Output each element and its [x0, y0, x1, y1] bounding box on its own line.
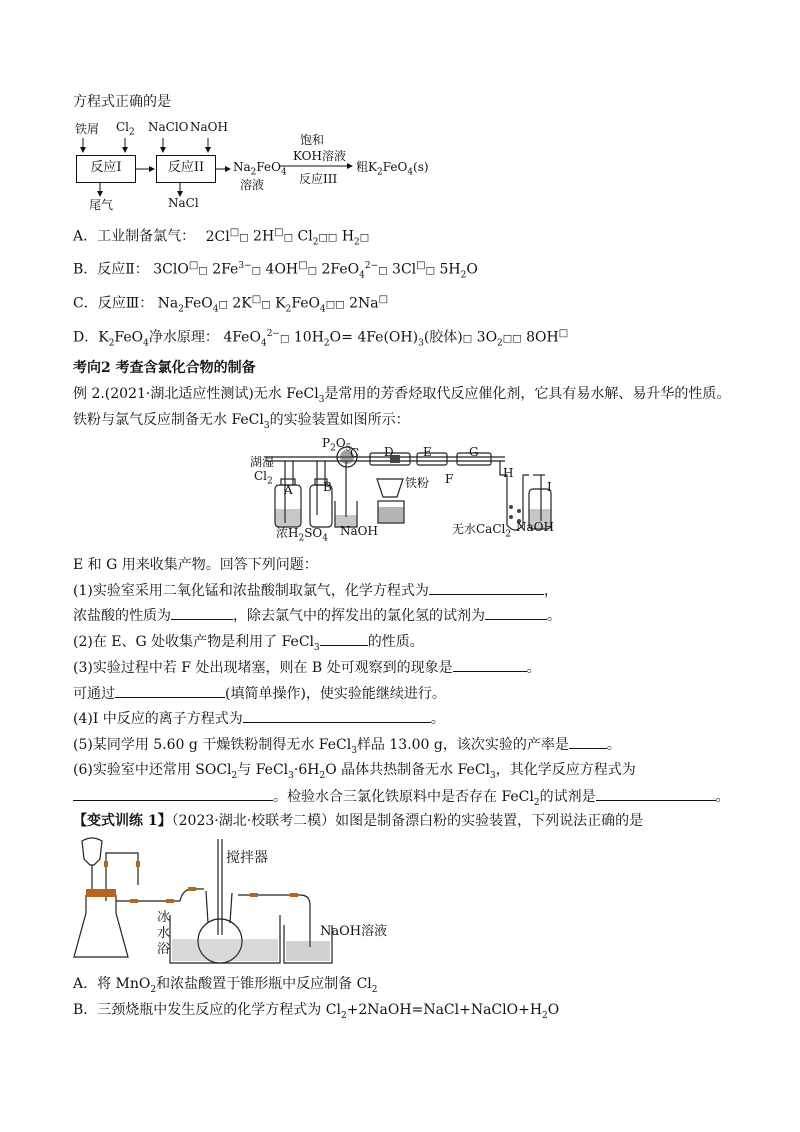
label-c: C — [350, 446, 360, 460]
label-naoh-1: NaOH — [340, 524, 378, 538]
input-naoh: NaOH — [190, 120, 228, 134]
label-d: D — [384, 445, 394, 459]
label-g: G — [469, 445, 479, 459]
final-product: 粗$K_2FeO_4(s)$ — [356, 160, 429, 178]
question-4: (4)I 中反应的离子方程式为 。 — [73, 708, 445, 729]
label-p2o5: $P_2O_5$ — [322, 436, 352, 454]
label-iron-powder: 铁粉 — [405, 476, 430, 490]
question-5: (5)某同学用 5.60 g 干燥铁粉制得无水 FeCl$_3$样品 13.00 g，该次实验的产率是 。 — [73, 734, 621, 761]
label-dry: 湖湿 — [250, 455, 275, 469]
arrow-label-saturated: 饱和 — [300, 133, 325, 147]
product-na2feo4: $Na_2FeO_4$ — [233, 160, 287, 178]
question-6-line-1: (6)实验室中还常用 SOCl$_2$与 $FeCl_3\cdot 6H_2O$ 晶体共热制备无水 FeCl$_3$，其化学反应方程式为 — [73, 762, 636, 781]
label-i: I — [547, 480, 552, 494]
reaction-2-box: 反应II — [156, 155, 216, 183]
label-cacl2: 无水CaCl$_2$ — [452, 522, 512, 540]
option-a: A．工业制备氯气： 2Cl□□ 2H□□ $Cl_2□□$ $H_2□$ — [73, 227, 370, 248]
question-1-line-2: 浓盐酸的性质为 ，除去氯气中的挥发出的氯化氢的试剂为 。 — [73, 605, 561, 626]
label-b: B — [323, 480, 332, 494]
option-d: D．$K_2FeO_4$净水原理： 4FeO$_4^{2-}$□ $10H_2O= 4Fe(OH)_3$(胶体)□ $3O_2□□$ 8OH□ — [73, 328, 569, 349]
label-f: F — [445, 472, 454, 486]
product-solution: 溶液 — [240, 178, 265, 192]
example-2-intro: E 和 G 用来收集产物。回答下列问题： — [73, 557, 318, 573]
label-ice-1: 冰 — [157, 910, 171, 925]
question-stem-tail: 方程式正确的是 — [73, 94, 171, 110]
question-1-line-1: (1)实验室采用二氧化锰和浓盐酸制取氯气，化学方程式为 ， — [73, 580, 558, 601]
reaction-1-box: 反应I — [76, 155, 136, 183]
arrow-label-koh: KOH溶液 — [293, 149, 346, 163]
label-ice-2: 水 — [157, 926, 171, 941]
label-stirrer: 搅拌器 — [226, 850, 268, 866]
input-cl2: $Cl_2$ — [116, 120, 135, 138]
variant-option-b: B．三颈烧瓶中发生反应的化学方程式为 $Cl_2+2NaOH=NaCl+NaClO+H_2O$ — [73, 1002, 560, 1021]
label-ice-3: 浴 — [157, 942, 171, 957]
variant-title: 【变式训练 1】（2023·湖北·校联考二模）如图是制备漂白粉的实验装置，下列说法正确的是 — [73, 813, 644, 829]
label-naoh-solution: NaOH溶液 — [320, 924, 388, 939]
variant-option-a: A．将 MnO$_2$和浓盐酸置于锥形瓶中反应制备 $Cl_2$ — [73, 976, 378, 995]
arrow-label-reaction-3: 反应III — [299, 172, 338, 186]
option-c: C．反应Ⅲ： $Na_2FeO_4□$ 2K□□ $K_2FeO_4□□$ 2Na□ — [73, 294, 389, 315]
example-2-line-2: 铁粉与氯气反应制备无水 FeCl$_3$的实验装置如图所示： — [73, 412, 410, 431]
example-2-line-1: 例 2.(2021·湖北适应性测试)无水 FeCl$_3$是常用的芳香烃取代反应催化剂，它具有易水解、易升华的性质。 — [73, 386, 731, 405]
label-h2so4: 浓$H_2SO_4$ — [276, 526, 328, 544]
output-nacl: NaCl — [168, 196, 199, 210]
option-b: B．反应Ⅱ： 3ClO□□ $2Fe^{3-}□$ 4OH□□ 2FeO$_4^{2-}$□ 3Cl□□ $5H_2O$ — [73, 260, 478, 281]
label-a: A — [284, 483, 293, 497]
question-2: (2)在 E、G 处收集产物是利用了 FeCl$_3$ 的性质。 — [73, 631, 424, 658]
question-3-line-1: (3)实验过程中若 F 处出现堵塞，则在 B 处可观察到的现象是 。 — [73, 657, 541, 678]
label-h: H — [503, 466, 514, 480]
input-iron-filings: 铁屑 — [75, 122, 100, 136]
question-3-line-2: 可通过 (填简单操作)，使实验能继续进行。 — [73, 683, 446, 704]
output-tail-gas: 尾气 — [89, 198, 114, 212]
label-e: E — [423, 445, 432, 459]
label-cl2: $Cl_2$ — [254, 469, 273, 487]
section-heading: 考向2 考查含氯化合物的制备 — [73, 360, 256, 376]
label-naoh-2: NaOH — [516, 520, 554, 534]
question-6-line-2: 。检验水合三氯化铁原料中是否存在 FeCl$_2$的试剂是 。 — [73, 786, 730, 813]
input-naclo: NaClO — [148, 120, 189, 134]
